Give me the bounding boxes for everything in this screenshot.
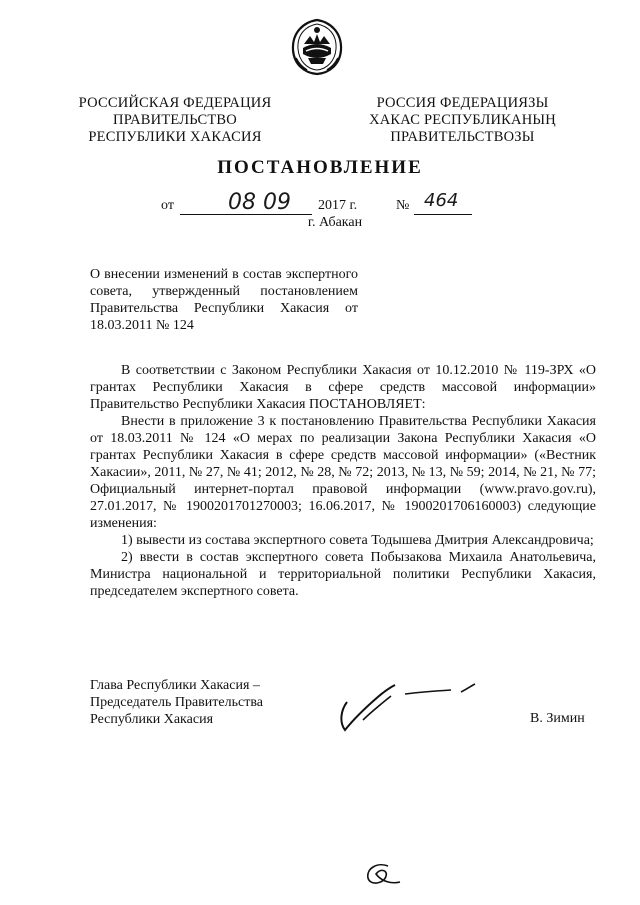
body-paragraph: 1) вывести из состава экспертного совета Тодышева Дмитрия Александровича; bbox=[121, 533, 594, 548]
handwritten-signature bbox=[335, 680, 485, 735]
number-label: № bbox=[396, 198, 410, 213]
coat-of-arms-icon bbox=[290, 18, 344, 76]
header-left-line: РОССИЙСКАЯ ФЕДЕРАЦИЯ bbox=[78, 95, 272, 111]
header-right bbox=[345, 95, 580, 146]
header-left-line: ПРАВИТЕЛЬСТВО bbox=[113, 112, 237, 128]
header-left bbox=[70, 95, 280, 146]
header-left-line: РЕСПУБЛИКИ ХАКАСИЯ bbox=[88, 129, 262, 145]
date-prefix: от bbox=[161, 198, 174, 213]
date-handwritten: 08 09 bbox=[228, 190, 291, 215]
header-right-line: РОССИЯ ФЕДЕРАЦИЯЗЫ bbox=[376, 95, 549, 111]
signatory-title-line: Республики Хакасия bbox=[90, 712, 214, 727]
signatory-title-line: Глава Республики Хакасия – bbox=[90, 678, 260, 693]
document-title: ПОСТАНОВЛЕНИЕ bbox=[217, 157, 423, 178]
body-paragraph: 2) ввести в состав экспертного совета Побызакова Михаила Анатольевича, Министра национальной и территориальной политики Республики Хакасия, председателем экспертного совета. bbox=[90, 550, 596, 599]
document-subject bbox=[90, 266, 358, 334]
signatory-title bbox=[90, 677, 310, 728]
year-label: 2017 г. bbox=[318, 198, 358, 213]
body-paragraph: Внести в приложение 3 к постановлению Правительства Республики Хакасия от 18.03.2011 № 124 «О мерах по реализации Закона Республики Хакасия «О грантах Республики Хакасия в сфере средств массовой информации» («Вестник Хакасии», 2011, № 27, № 41; 2012, № 28, № 72; 2013, № 13, № 59; 2014, № 21, № 77; Официальный интернет-портал правовой информации (www.pravo.gov.ru), 27.01.2017, № 1900201701270003; 16.06.2017, № 1900201706160003) следующие изменения: bbox=[90, 414, 596, 531]
signatory-name: В. Зимин bbox=[530, 711, 585, 726]
city-label: г. Абакан bbox=[307, 215, 363, 230]
number-handwritten: 464 bbox=[424, 190, 459, 211]
handwritten-mark bbox=[358, 858, 403, 893]
signatory-title-line: Председатель Правительства bbox=[90, 695, 263, 710]
header-right-line: ПРАВИТЕЛЬСТВОЗЫ bbox=[390, 129, 535, 145]
body-paragraph: В соответствии с Законом Республики Хакасия от 10.12.2010 № 119-ЗРХ «О грантах Республики Хакасия в сфере средств массовой информации» Правительство Республики Хакасия ПОСТАНОВЛЯЕТ: bbox=[90, 363, 596, 412]
subject-text: О внесении изменений в состав экспертного совета, утвержденный постановлением Правительства Республики Хакасия от 18.03.2011 № 124 bbox=[90, 267, 358, 333]
document-body bbox=[90, 362, 596, 600]
header-right-line: ХАКАС РЕСПУБЛИКАНЫҢ bbox=[369, 112, 556, 128]
